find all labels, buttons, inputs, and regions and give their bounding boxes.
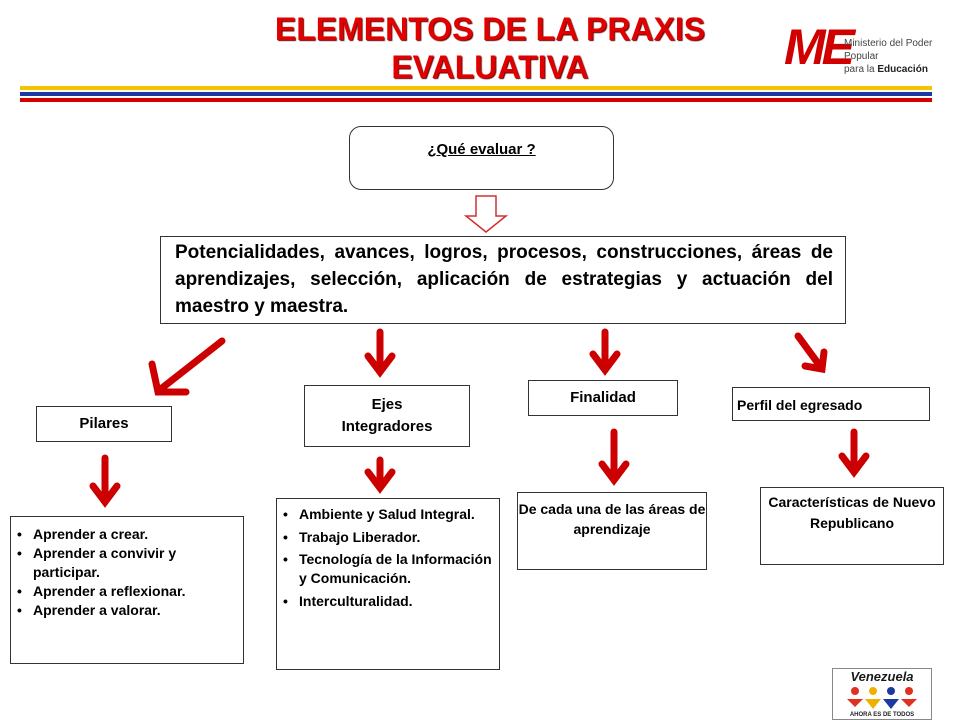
title-line-1: ELEMENTOS DE LA PRAXIS (274, 11, 706, 47)
logo-text-line-2: para la Educación (844, 64, 928, 75)
arrow-perfil-to-caracteristicas (842, 432, 866, 472)
title-line-2: EVALUATIVA (391, 49, 589, 85)
venezuela-badge-slogan: AHORA ES DE TODOS (849, 712, 915, 718)
venezuela-badge-title: Venezuela (850, 669, 914, 684)
list-item: • Aprender a crear. (11, 525, 243, 544)
areas-box: De cada una de las áreas de aprendizaje (517, 492, 707, 570)
list-item: • Ambiente y Salud Integral. (277, 505, 499, 524)
venezuela-badge (832, 668, 932, 720)
list-item: • Aprender a reflexionar. (11, 582, 243, 601)
perfil-box: Perfil del egresado (732, 387, 930, 421)
hollow-down-arrow (466, 196, 506, 232)
ejes-line-2: Integradores (341, 418, 433, 435)
logo-letters: ME (784, 19, 851, 75)
finalidad-box: Finalidad (528, 380, 678, 416)
arrow-to-ejes (368, 332, 392, 372)
main-text: Potencialidades, avances, logros, procesos, construcciones, áreas de aprendizajes, selección, aplicación de estrategias y actuación del maestro y maestra. (175, 242, 833, 317)
list-item: • Aprender a convivir y participar. (11, 544, 243, 582)
question-text: ¿Qué evaluar ? (427, 141, 536, 158)
ejes-line-1: Ejes (371, 396, 403, 413)
arrow-ejes-to-list (368, 460, 392, 488)
arrow-pilares-to-list (93, 458, 117, 502)
arrow-to-perfil (798, 336, 824, 369)
caracteristicas-box: Características de Nuevo Republicano (760, 487, 944, 565)
arrow-finalidad-to-areas (602, 432, 626, 480)
list-item: • Trabajo Liberador. (277, 528, 499, 547)
pilares-box: Pilares (36, 406, 172, 442)
list-item: • Tecnología de la Información y Comunicación. (277, 550, 499, 588)
list-item: • Aprender a valorar. (11, 601, 243, 620)
arrow-to-finalidad (593, 332, 617, 370)
logo-text-line-1: Ministerio del Poder Popular (844, 38, 933, 62)
list-item: • Interculturalidad. (277, 592, 499, 611)
arrow-to-pilares (152, 341, 222, 392)
